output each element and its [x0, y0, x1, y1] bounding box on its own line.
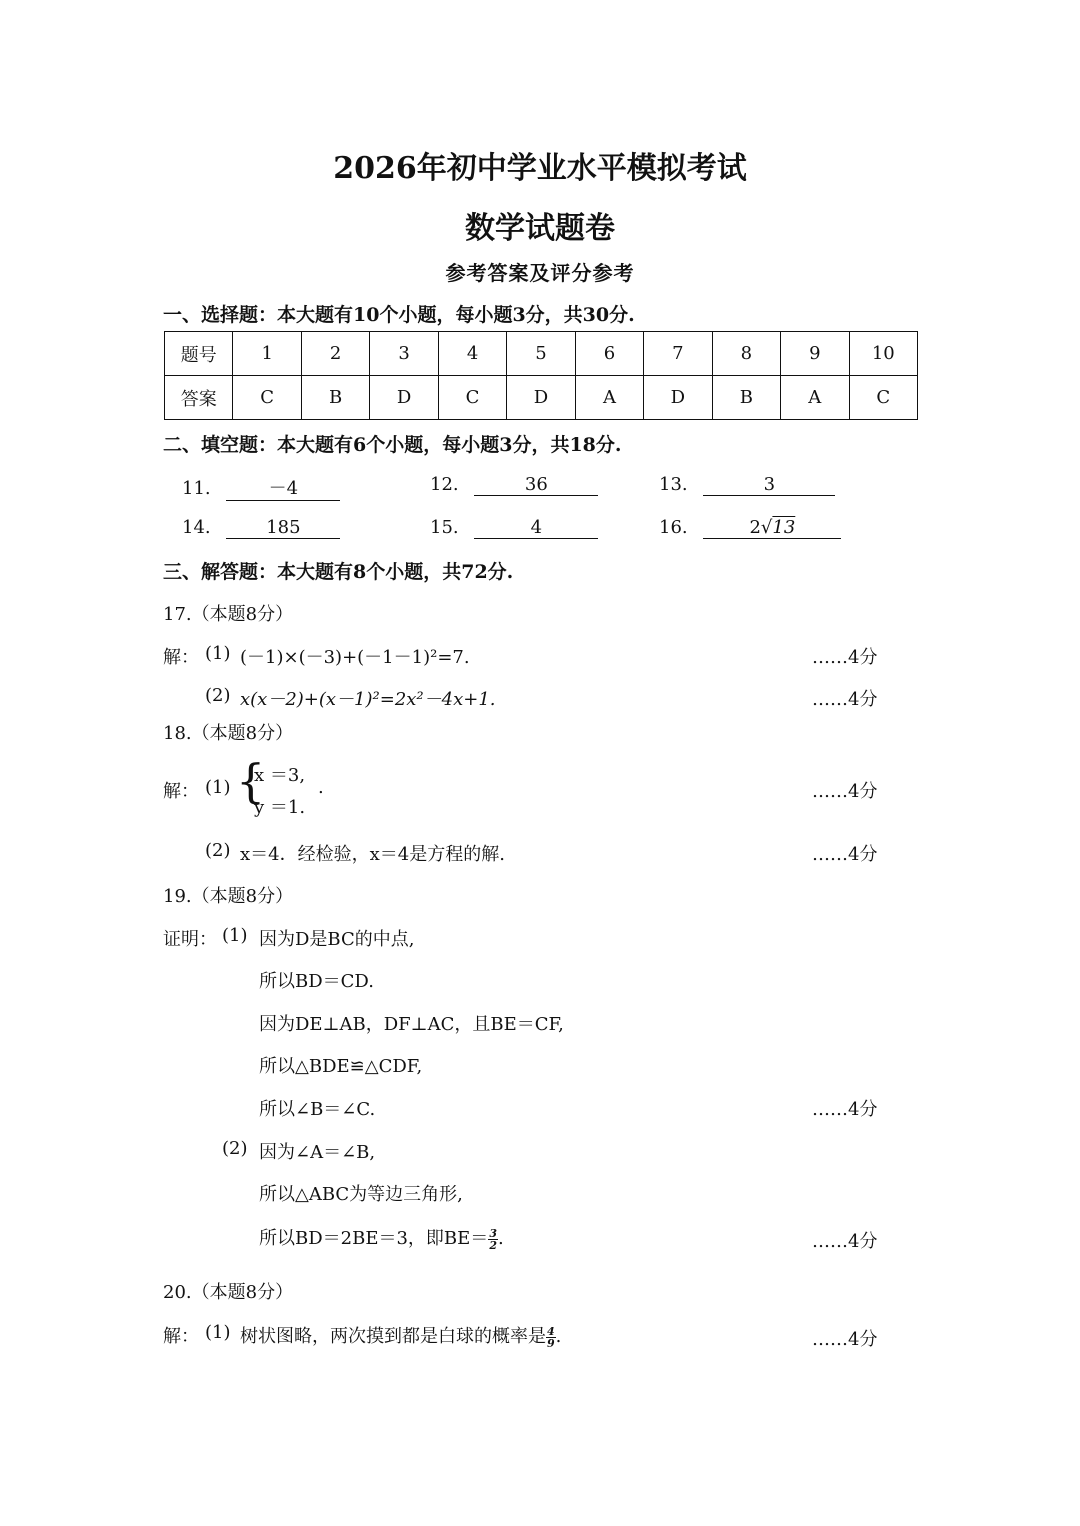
- question-number: 4: [438, 332, 506, 376]
- question-number: 7: [644, 332, 712, 376]
- fill-item-16: [659, 517, 841, 539]
- answer-cell: B: [301, 376, 369, 420]
- question-number: 1: [233, 332, 301, 376]
- fill-item-13: [659, 474, 835, 496]
- question-number: 9: [781, 332, 849, 376]
- q17-score1: ……4分: [812, 647, 878, 668]
- q18-part1-label: (1): [205, 777, 231, 798]
- q19-score1: ……4分: [812, 1099, 878, 1120]
- q19-score2: ……4分: [812, 1231, 878, 1252]
- question-number: 2: [301, 332, 369, 376]
- fill-number: 11.: [182, 478, 211, 499]
- q19-line: 因为D是BC的中点,: [259, 929, 415, 950]
- answer-cell: B: [712, 376, 780, 420]
- exam-subtitle: 数学试题卷: [465, 211, 615, 246]
- q17-part1: (－1)×(－3)+(－1－1)²=7.: [240, 647, 470, 668]
- table-row: [165, 332, 918, 376]
- q19-label: 19.（本题8分）: [163, 886, 294, 907]
- answer-cell: A: [781, 376, 849, 420]
- answer-cell: D: [370, 376, 438, 420]
- answer-cell: D: [507, 376, 575, 420]
- choice-answer-table: [164, 331, 918, 420]
- q19-line: 因为∠A＝∠B,: [259, 1142, 376, 1163]
- fill-number: 14.: [182, 517, 211, 538]
- q19-line: 因为DE⊥AB，DF⊥AC，且BE＝CF,: [259, 1014, 564, 1035]
- fill-number: 13.: [659, 474, 688, 495]
- q19-part2-label: (2): [222, 1138, 248, 1159]
- fill-answer: 185: [226, 517, 340, 539]
- fill-item-11: [182, 474, 340, 501]
- q18-score2: ……4分: [812, 844, 878, 865]
- q17-part1-label: (1): [205, 643, 231, 664]
- q19-line: 所以∠B＝∠C.: [259, 1099, 376, 1120]
- q20-label: 20.（本题8分）: [163, 1282, 294, 1303]
- fraction: $\frac{3}{2}$: [489, 1226, 497, 1252]
- q19-line: 所以△ABC为等边三角形,: [259, 1184, 463, 1205]
- q18-eq2: y ＝1.: [254, 797, 306, 818]
- question-number: 6: [575, 332, 643, 376]
- fill-answer: 4: [474, 517, 598, 539]
- q19-line-last: 所以BD＝2BE＝3，即BE＝ $\frac{3}{2}$ .: [259, 1226, 504, 1252]
- fill-item-12: [430, 474, 598, 496]
- fill-item-15: [430, 517, 598, 539]
- table-row: [165, 376, 918, 420]
- q17-label: 17.（本题8分）: [163, 604, 294, 625]
- q17-score2: ……4分: [812, 689, 878, 710]
- fraction: $\frac{4}{9}$: [547, 1324, 555, 1350]
- answer-cell: C: [849, 376, 917, 420]
- answer-cell: D: [644, 376, 712, 420]
- question-number: 3: [370, 332, 438, 376]
- q19-part1-label: (1): [222, 925, 248, 946]
- q17-prefix: 解：: [163, 647, 199, 668]
- section1-title: 一、选择题：本大题有10个小题，每小题3分，共30分.: [163, 304, 635, 326]
- system-brace: {: [236, 754, 266, 808]
- q19-prefix: 证明：: [163, 929, 217, 950]
- answer-cell: C: [233, 376, 301, 420]
- q17-part2: x(x－2)+(x－1)²=2x²－4x+1.: [240, 689, 496, 710]
- section2-title: 二、填空题：本大题有6个小题，每小题3分，共18分.: [163, 434, 622, 456]
- table-header-cell: 答案: [165, 376, 233, 420]
- fill-answer: 36: [474, 474, 598, 496]
- q20-part1: 树状图略，两次摸到都是白球的概率是 $\frac{4}{9}$ .: [240, 1324, 562, 1350]
- q18-prefix: 解：: [163, 781, 199, 802]
- question-number: 8: [712, 332, 780, 376]
- answer-cell: A: [575, 376, 643, 420]
- answer-heading: 参考答案及评分参考: [445, 261, 635, 285]
- q19-line: 所以BD＝CD.: [259, 971, 374, 992]
- fill-answer: 2√13: [703, 517, 841, 539]
- q20-score1: ……4分: [812, 1329, 878, 1350]
- question-number: 5: [507, 332, 575, 376]
- exam-title: 2026年初中学业水平模拟考试: [333, 151, 747, 186]
- q20-part1-label: (1): [205, 1322, 231, 1343]
- q20-prefix: 解：: [163, 1326, 199, 1347]
- table-header-cell: 题号: [165, 332, 233, 376]
- fill-answer: 3: [703, 474, 835, 496]
- q18-label: 18.（本题8分）: [163, 723, 294, 744]
- section3-title: 三、解答题：本大题有8个小题，共72分.: [163, 561, 514, 583]
- q19-line: 所以△BDE≌△CDF,: [259, 1056, 423, 1077]
- fill-number: 16.: [659, 517, 688, 538]
- q17-part2-label: (2): [205, 685, 231, 706]
- q18-part2: x＝4．经检验，x＝4是方程的解.: [240, 844, 505, 865]
- fill-number: 15.: [430, 517, 459, 538]
- fill-answer: －4: [226, 474, 340, 501]
- answer-cell: C: [438, 376, 506, 420]
- fill-number: 12.: [430, 474, 459, 495]
- fill-item-14: [182, 517, 340, 539]
- question-number: 10: [849, 332, 917, 376]
- q18-dot: .: [318, 777, 324, 798]
- q18-part2-label: (2): [205, 840, 231, 861]
- q18-score1: ……4分: [812, 781, 878, 802]
- q18-eq1: x ＝3,: [254, 765, 306, 786]
